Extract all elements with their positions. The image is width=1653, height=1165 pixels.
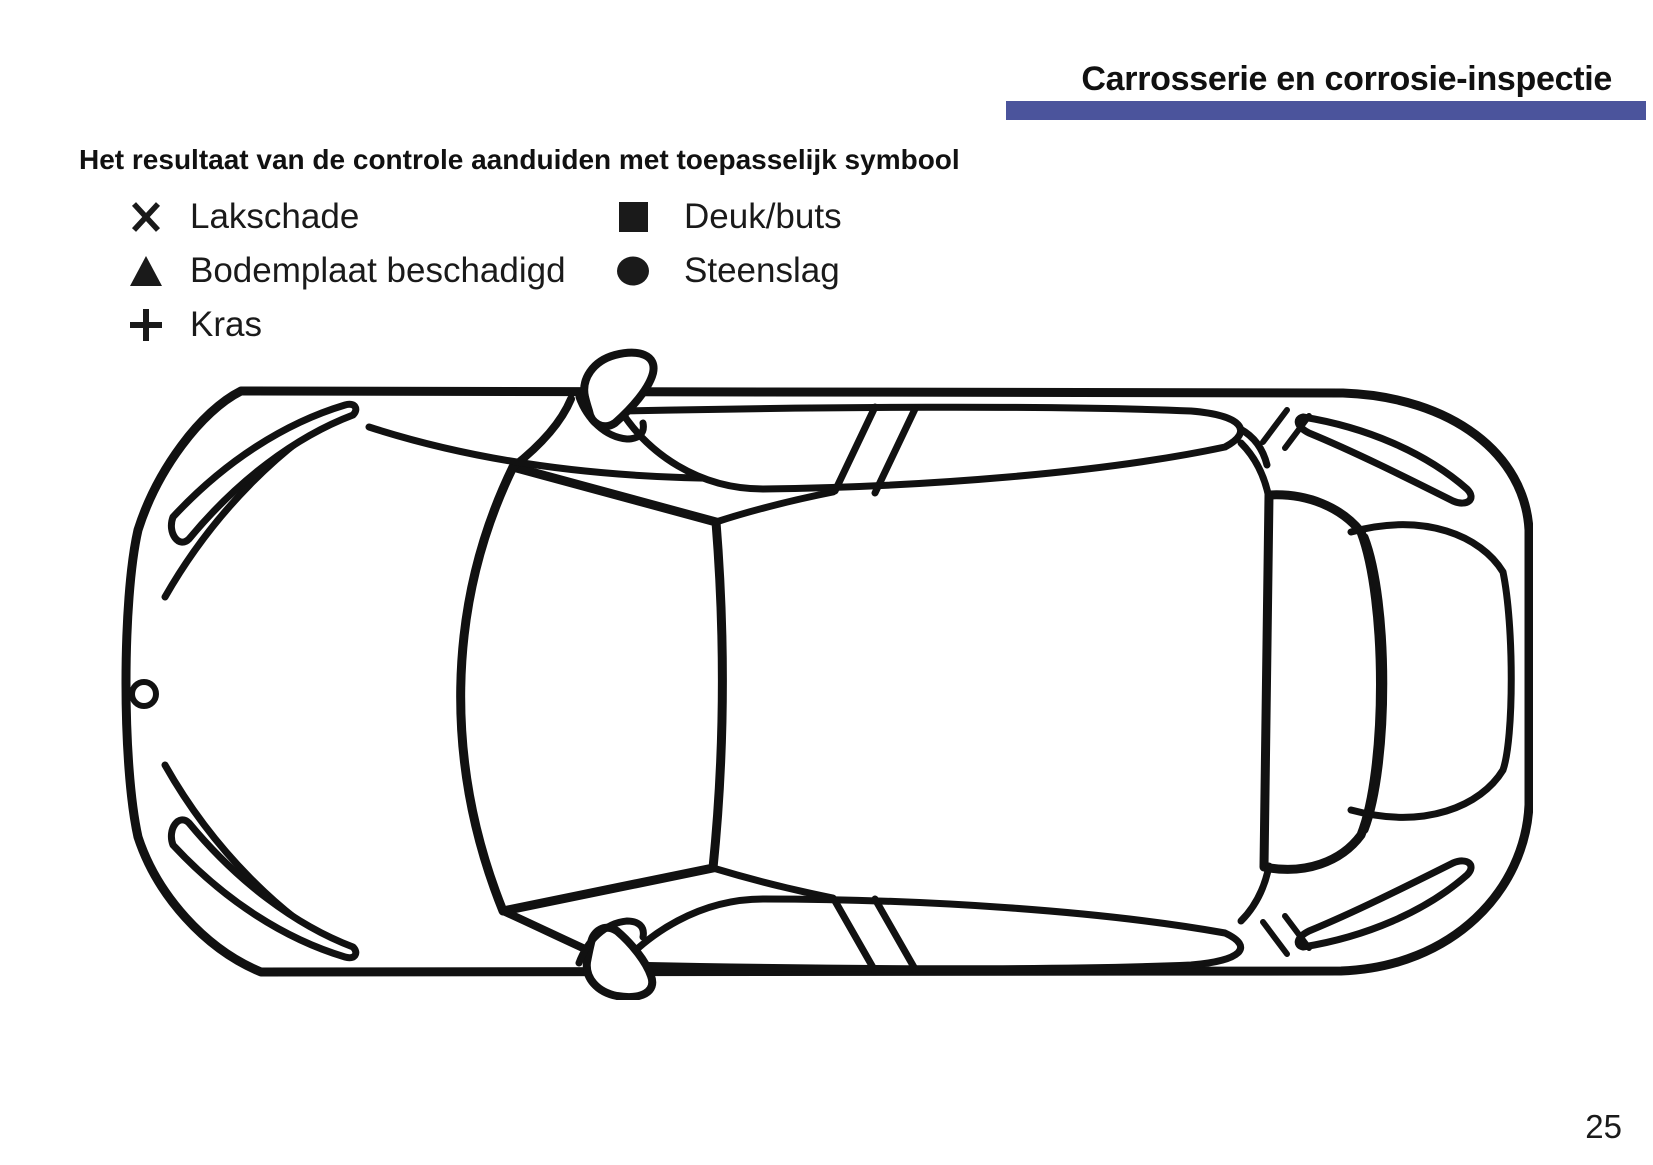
legend-row-steenslag bbox=[615, 250, 840, 292]
legend-row-deuk-buts bbox=[615, 196, 842, 238]
title-underline-bar bbox=[1006, 101, 1646, 120]
x-mark-icon bbox=[128, 199, 164, 235]
windshield bbox=[461, 467, 723, 911]
car-diagram-container bbox=[113, 340, 1533, 1000]
filled-triangle-icon bbox=[128, 253, 164, 289]
legend-label: Bodemplaat beschadigd bbox=[190, 251, 566, 290]
legend-label: Deuk/buts bbox=[684, 197, 842, 236]
legend-label: Lakschade bbox=[190, 197, 360, 236]
front-emblem-circle bbox=[132, 682, 156, 706]
plus-mark-icon bbox=[128, 307, 164, 343]
filled-circle-icon bbox=[615, 253, 651, 289]
car-top-view-diagram bbox=[113, 340, 1533, 1000]
legend-row-bodemplaat bbox=[128, 250, 566, 292]
filled-square-icon bbox=[615, 199, 651, 235]
legend-label: Steenslag bbox=[684, 251, 840, 290]
instruction-heading: Het resultaat van de controle aanduiden met toepasselijk symbool bbox=[79, 144, 960, 175]
page-number: 25 bbox=[1585, 1108, 1622, 1145]
page-title: Carrosserie en corrosie-inspectie bbox=[1081, 60, 1612, 98]
legend-row-lakschade bbox=[128, 196, 359, 238]
legend-label: Kras bbox=[190, 305, 262, 344]
